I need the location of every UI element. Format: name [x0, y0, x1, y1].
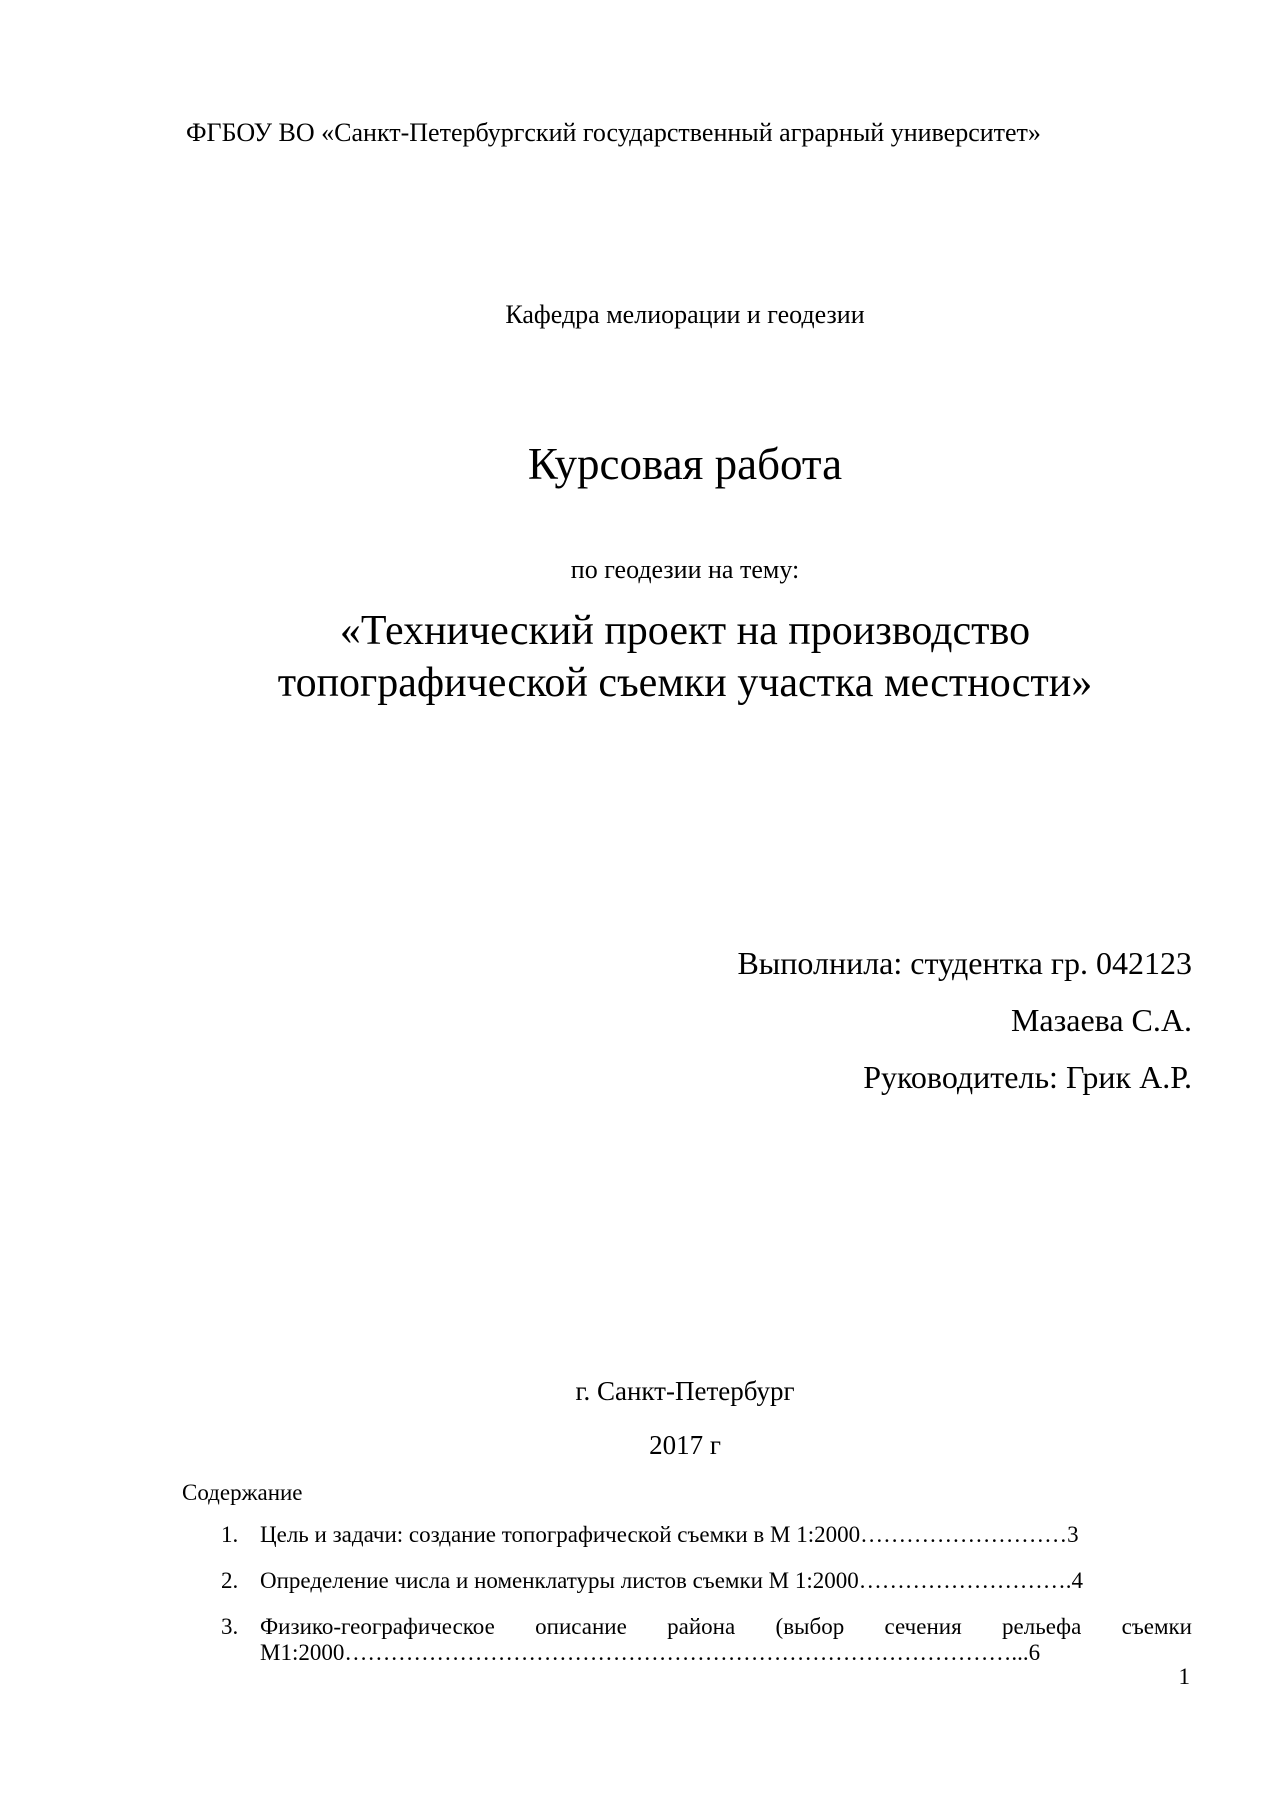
- year: 2017 г: [649, 1430, 721, 1460]
- topic-intro: по геодезии на тему:: [570, 555, 800, 584]
- topic-title: [0, 605, 1280, 709]
- toc-item[interactable]: [210, 1614, 1192, 1666]
- toc-item[interactable]: [210, 1522, 1192, 1548]
- student-name: Мазаева С.А.: [1010, 1002, 1192, 1038]
- table-of-contents: [210, 1522, 1192, 1686]
- page-number: 1: [1178, 1664, 1190, 1689]
- topic-title-line-1: «Технический проект на производство: [339, 608, 1031, 654]
- topic-title-line-2: топографической съемки участка местности»: [277, 660, 1093, 706]
- toc-item-number: 2.: [221, 1568, 239, 1593]
- city: г. Санкт-Петербург: [575, 1376, 795, 1406]
- toc-item[interactable]: [210, 1568, 1192, 1594]
- toc-item-text: Определение числа и номенклатуры листов съемки М 1:2000……………………….4: [260, 1568, 1084, 1593]
- performer-line: Выполнила: студентка гр. 042123: [737, 945, 1192, 981]
- toc-heading: Содержание: [182, 1480, 303, 1505]
- toc-item-text: Цель и задачи: создание топографической съемки в М 1:2000………………………3: [260, 1522, 1079, 1547]
- toc-item-number: 3.: [221, 1614, 239, 1639]
- toc-item-text: Физико-географическое описание района (выбор сечения рельефа съемки М1:2000……………………………………………………………………………...6: [260, 1614, 1192, 1665]
- document-title: Курсовая работа: [527, 439, 843, 489]
- supervisor-line: Руководитель: Грик А.Р.: [863, 1059, 1192, 1095]
- toc-item-number: 1.: [221, 1522, 239, 1547]
- department-name: Кафедра мелиорации и геодезии: [505, 300, 865, 329]
- university-name: ФГБОУ ВО «Санкт-Петербургский государственный аграрный университет»: [186, 118, 1041, 147]
